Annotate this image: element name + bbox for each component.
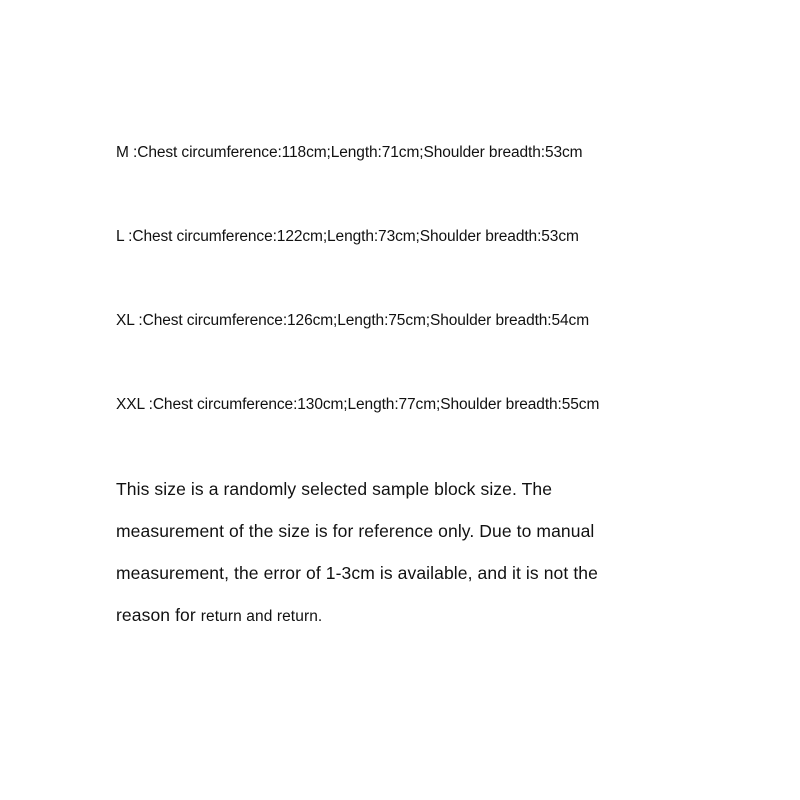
size-l-measurements: L :Chest circumference:122cm;Length:73cm;Shoulder breadth:53cm — [116, 228, 579, 245]
disclaimer-line: measurement of the size is for reference only. Due to manual — [116, 521, 595, 541]
size-xl-measurements: XL :Chest circumference:126cm;Length:75cm;Shoulder breadth:54cm — [116, 312, 590, 329]
disclaimer-line — [116, 604, 716, 646]
measurement-disclaimer — [116, 478, 716, 646]
disclaimer-text: reason for — [116, 605, 201, 625]
disclaimer-line: This size is a randomly selected sample block size. The — [116, 479, 553, 499]
size-m-measurements: M :Chest circumference:118cm;Length:71cm;Shoulder breadth:53cm — [116, 144, 583, 161]
disclaimer-line: measurement, the error of 1-3cm is available, and it is not the — [116, 563, 598, 583]
disclaimer-text-small: return and return. — [200, 608, 323, 625]
size-xxl-measurements: XXL :Chest circumference:130cm;Length:77cm;Shoulder breadth:55cm — [116, 396, 600, 413]
